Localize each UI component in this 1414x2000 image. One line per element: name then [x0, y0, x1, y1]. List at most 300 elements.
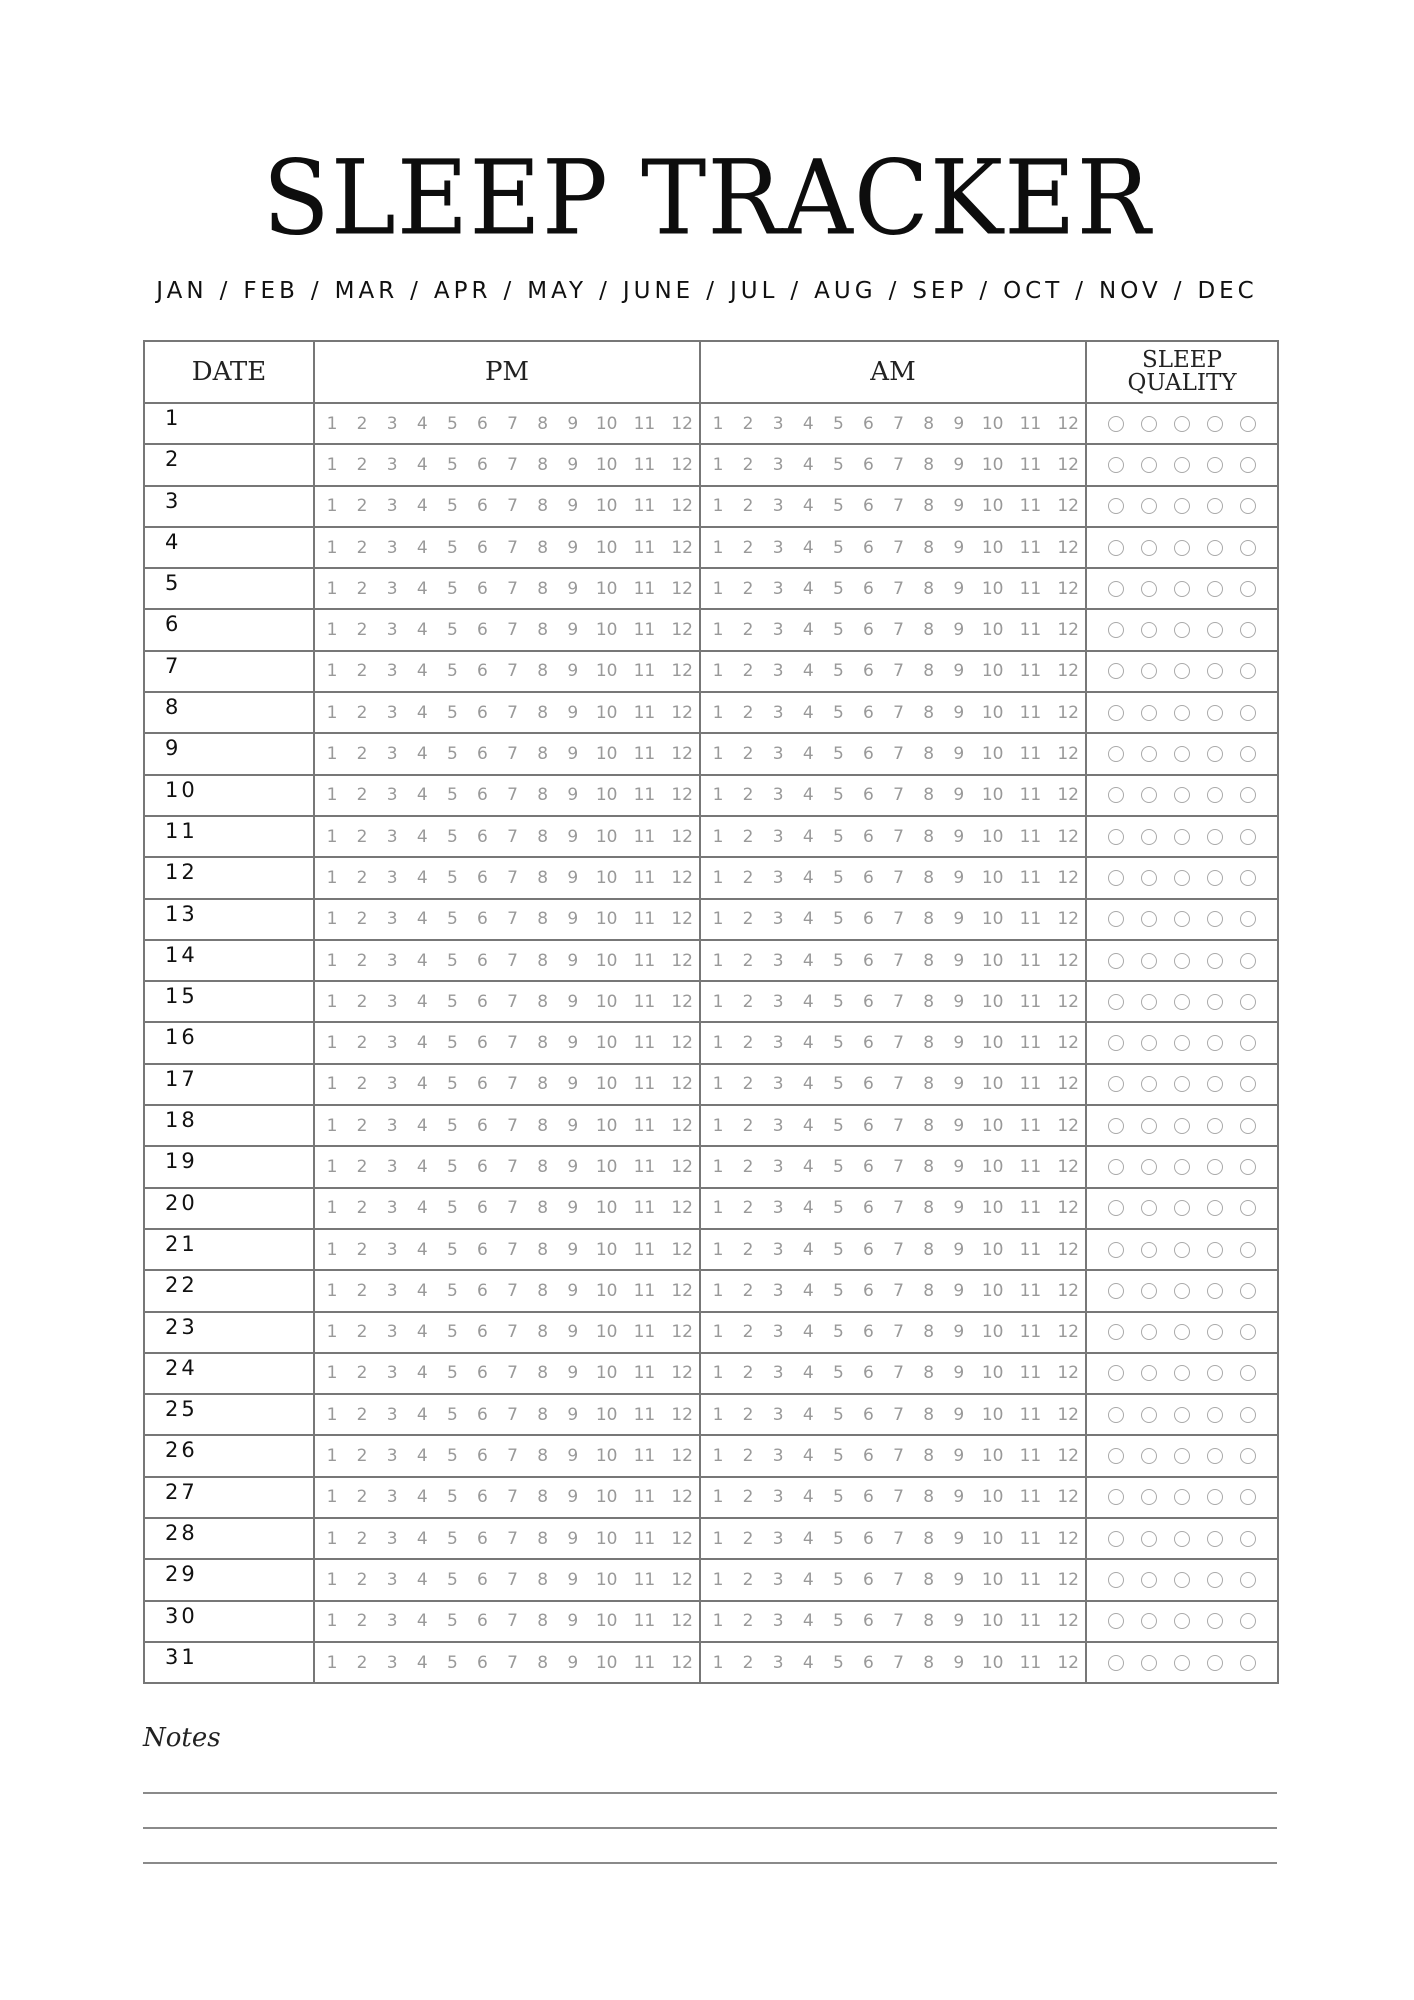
am-hour[interactable]: 1 — [712, 1528, 724, 1549]
am-hour[interactable]: 2 — [742, 744, 754, 765]
quality-circle[interactable] — [1108, 416, 1124, 432]
am-hour[interactable]: 2 — [742, 413, 754, 434]
pm-hour[interactable]: 12 — [671, 1569, 693, 1590]
am-hour[interactable]: 11 — [1019, 496, 1042, 517]
quality-circle[interactable] — [1141, 663, 1157, 679]
am-hour[interactable]: 8 — [923, 620, 935, 641]
am-hour[interactable]: 4 — [802, 1115, 814, 1136]
pm-hour[interactable]: 6 — [477, 1033, 488, 1054]
pm-hour[interactable]: 1 — [326, 413, 338, 434]
pm-hour[interactable]: 9 — [567, 537, 579, 558]
am-hour[interactable]: 11 — [1019, 454, 1042, 475]
am-hour[interactable]: 3 — [772, 744, 784, 765]
pm-hour[interactable]: 5 — [446, 909, 458, 930]
pm-hour[interactable]: 8 — [537, 826, 549, 847]
am-hour[interactable]: 4 — [802, 1239, 814, 1260]
pm-hour[interactable]: 12 — [671, 620, 693, 641]
am-hour[interactable]: 9 — [953, 1239, 965, 1260]
pm-hour[interactable]: 3 — [386, 413, 398, 434]
am-hour[interactable]: 7 — [893, 1198, 904, 1219]
pm-hour[interactable]: 12 — [671, 1487, 693, 1508]
am-hour[interactable]: 5 — [832, 537, 844, 558]
am-hour[interactable]: 6 — [863, 1239, 874, 1260]
pm-hour[interactable]: 1 — [326, 1652, 338, 1673]
quality-circle[interactable] — [1174, 1407, 1190, 1423]
am-hour[interactable]: 1 — [712, 1115, 724, 1136]
am-hour[interactable]: 7 — [893, 1033, 904, 1054]
am-hour[interactable]: 6 — [863, 537, 874, 558]
am-hour[interactable]: 3 — [772, 1611, 784, 1632]
am-hour[interactable]: 1 — [712, 867, 724, 888]
pm-hour[interactable]: 6 — [477, 496, 488, 517]
am-hour[interactable]: 1 — [712, 1033, 724, 1054]
am-hour[interactable]: 4 — [802, 537, 814, 558]
am-hour[interactable]: 4 — [802, 1404, 814, 1425]
am-hour[interactable]: 4 — [802, 454, 814, 475]
quality-circle[interactable] — [1108, 911, 1124, 927]
pm-hour[interactable]: 11 — [633, 702, 656, 723]
pm-hour[interactable]: 5 — [446, 578, 458, 599]
pm-hour[interactable]: 12 — [671, 1404, 693, 1425]
am-hour[interactable]: 7 — [893, 1280, 904, 1301]
pm-hour[interactable]: 2 — [356, 1446, 368, 1467]
pm-hour[interactable]: 7 — [507, 661, 518, 682]
am-hour[interactable]: 10 — [981, 1487, 1004, 1508]
pm-hour[interactable]: 9 — [567, 1322, 579, 1343]
pm-hour[interactable]: 6 — [477, 1322, 488, 1343]
am-hour[interactable]: 11 — [1019, 537, 1042, 558]
pm-hour[interactable]: 11 — [633, 1652, 656, 1673]
pm-hour[interactable]: 1 — [326, 1198, 338, 1219]
am-hour[interactable]: 5 — [832, 1115, 844, 1136]
pm-hour[interactable]: 5 — [446, 1487, 458, 1508]
am-hour[interactable]: 8 — [923, 1280, 935, 1301]
pm-hour[interactable]: 8 — [537, 909, 549, 930]
pm-hour[interactable]: 12 — [671, 867, 693, 888]
quality-circle[interactable] — [1240, 994, 1256, 1010]
pm-hour[interactable]: 8 — [537, 661, 549, 682]
pm-hour[interactable]: 9 — [567, 496, 579, 517]
pm-hour[interactable]: 9 — [567, 950, 579, 971]
quality-circle[interactable] — [1207, 1242, 1223, 1258]
am-hour[interactable]: 1 — [712, 1322, 724, 1343]
pm-hour[interactable]: 2 — [356, 578, 368, 599]
pm-hour[interactable]: 8 — [537, 950, 549, 971]
am-hour[interactable]: 6 — [863, 661, 874, 682]
quality-circle[interactable] — [1141, 994, 1157, 1010]
month-option[interactable]: SEP — [912, 278, 968, 304]
am-hour[interactable]: 11 — [1019, 1569, 1042, 1590]
pm-hour[interactable]: 7 — [507, 744, 518, 765]
am-hour[interactable]: 4 — [802, 702, 814, 723]
am-hour[interactable]: 4 — [802, 661, 814, 682]
quality-circle[interactable] — [1207, 1572, 1223, 1588]
pm-hour[interactable]: 5 — [446, 1156, 458, 1177]
am-hour[interactable]: 6 — [863, 867, 874, 888]
quality-circle[interactable] — [1174, 705, 1190, 721]
pm-hour[interactable]: 6 — [477, 1528, 488, 1549]
am-hour[interactable]: 2 — [742, 1363, 754, 1384]
quality-circle[interactable] — [1207, 1448, 1223, 1464]
quality-circle[interactable] — [1240, 1035, 1256, 1051]
am-hour[interactable]: 10 — [981, 1322, 1004, 1343]
am-hour[interactable]: 9 — [953, 991, 965, 1012]
am-hour[interactable]: 9 — [953, 702, 965, 723]
pm-hour[interactable]: 12 — [671, 1033, 693, 1054]
pm-hour[interactable]: 9 — [567, 1198, 579, 1219]
pm-hour[interactable]: 9 — [567, 1569, 579, 1590]
pm-hour[interactable]: 12 — [671, 1074, 693, 1095]
am-hour[interactable]: 5 — [832, 909, 844, 930]
am-hour[interactable]: 6 — [863, 1652, 874, 1673]
pm-hour[interactable]: 9 — [567, 867, 579, 888]
am-hour[interactable]: 10 — [981, 744, 1004, 765]
am-hour[interactable]: 12 — [1057, 1446, 1079, 1467]
pm-hour[interactable]: 6 — [477, 702, 488, 723]
pm-hour[interactable]: 10 — [595, 1115, 618, 1136]
am-hour[interactable]: 10 — [981, 661, 1004, 682]
pm-hour[interactable]: 11 — [633, 661, 656, 682]
am-hour[interactable]: 2 — [742, 1487, 754, 1508]
am-hour[interactable]: 10 — [981, 1156, 1004, 1177]
am-hour[interactable]: 12 — [1057, 1487, 1079, 1508]
pm-hour[interactable]: 10 — [595, 785, 618, 806]
am-hour[interactable]: 4 — [802, 1280, 814, 1301]
pm-hour[interactable]: 5 — [446, 1404, 458, 1425]
am-hour[interactable]: 3 — [772, 991, 784, 1012]
am-hour[interactable]: 12 — [1057, 537, 1079, 558]
am-hour[interactable]: 2 — [742, 496, 754, 517]
quality-circle[interactable] — [1240, 705, 1256, 721]
quality-circle[interactable] — [1108, 1118, 1124, 1134]
am-hour[interactable]: 2 — [742, 991, 754, 1012]
am-hour[interactable]: 5 — [832, 1404, 844, 1425]
pm-hour[interactable]: 10 — [595, 1652, 618, 1673]
pm-hour[interactable]: 2 — [356, 1322, 368, 1343]
quality-circle[interactable] — [1108, 1448, 1124, 1464]
pm-hour[interactable]: 2 — [356, 1156, 368, 1177]
pm-hour[interactable]: 5 — [446, 1363, 458, 1384]
pm-hour[interactable]: 1 — [326, 1487, 338, 1508]
quality-circle[interactable] — [1141, 1365, 1157, 1381]
pm-hour[interactable]: 4 — [416, 578, 428, 599]
pm-hour[interactable]: 5 — [446, 1528, 458, 1549]
am-hour[interactable]: 5 — [832, 1363, 844, 1384]
quality-circle[interactable] — [1207, 953, 1223, 969]
pm-hour[interactable]: 6 — [477, 785, 488, 806]
pm-hour[interactable]: 2 — [356, 785, 368, 806]
pm-hour[interactable]: 12 — [671, 1239, 693, 1260]
pm-hour[interactable]: 1 — [326, 785, 338, 806]
pm-hour[interactable]: 1 — [326, 454, 338, 475]
am-hour[interactable]: 10 — [981, 950, 1004, 971]
pm-hour[interactable]: 7 — [507, 1569, 518, 1590]
pm-hour[interactable]: 12 — [671, 1363, 693, 1384]
am-hour[interactable]: 10 — [981, 1611, 1004, 1632]
am-hour[interactable]: 4 — [802, 1322, 814, 1343]
pm-hour[interactable]: 5 — [446, 413, 458, 434]
am-hour[interactable]: 10 — [981, 1239, 1004, 1260]
am-hour[interactable]: 11 — [1019, 578, 1042, 599]
am-hour[interactable]: 2 — [742, 1569, 754, 1590]
am-hour[interactable]: 1 — [712, 1569, 724, 1590]
pm-hour[interactable]: 6 — [477, 661, 488, 682]
pm-hour[interactable]: 4 — [416, 1074, 428, 1095]
quality-circle[interactable] — [1207, 663, 1223, 679]
am-hour[interactable]: 2 — [742, 1528, 754, 1549]
quality-circle[interactable] — [1108, 1613, 1124, 1629]
am-hour[interactable]: 7 — [893, 826, 904, 847]
am-hour[interactable]: 9 — [953, 1280, 965, 1301]
pm-hour[interactable]: 11 — [633, 1198, 656, 1219]
pm-hour[interactable]: 3 — [386, 1239, 398, 1260]
pm-hour[interactable]: 6 — [477, 867, 488, 888]
am-hour[interactable]: 9 — [953, 413, 965, 434]
quality-circle[interactable] — [1240, 1324, 1256, 1340]
am-hour[interactable]: 11 — [1019, 785, 1042, 806]
quality-circle[interactable] — [1240, 457, 1256, 473]
quality-circle[interactable] — [1174, 663, 1190, 679]
quality-circle[interactable] — [1207, 1076, 1223, 1092]
pm-hour[interactable]: 5 — [446, 1322, 458, 1343]
quality-circle[interactable] — [1174, 994, 1190, 1010]
pm-hour[interactable]: 9 — [567, 909, 579, 930]
pm-hour[interactable]: 7 — [507, 785, 518, 806]
pm-hour[interactable]: 8 — [537, 1652, 549, 1673]
am-hour[interactable]: 3 — [772, 1280, 784, 1301]
am-hour[interactable]: 4 — [802, 578, 814, 599]
quality-circle[interactable] — [1108, 457, 1124, 473]
am-hour[interactable]: 4 — [802, 1446, 814, 1467]
pm-hour[interactable]: 1 — [326, 702, 338, 723]
am-hour[interactable]: 7 — [893, 785, 904, 806]
am-hour[interactable]: 12 — [1057, 454, 1079, 475]
am-hour[interactable]: 9 — [953, 785, 965, 806]
pm-hour[interactable]: 8 — [537, 454, 549, 475]
am-hour[interactable]: 3 — [772, 413, 784, 434]
am-hour[interactable]: 9 — [953, 1404, 965, 1425]
am-hour[interactable]: 4 — [802, 991, 814, 1012]
pm-hour[interactable]: 12 — [671, 1198, 693, 1219]
am-hour[interactable]: 7 — [893, 1446, 904, 1467]
pm-hour[interactable]: 5 — [446, 1611, 458, 1632]
am-hour[interactable]: 4 — [802, 1198, 814, 1219]
quality-circle[interactable] — [1141, 746, 1157, 762]
quality-circle[interactable] — [1174, 746, 1190, 762]
am-hour[interactable]: 7 — [893, 1363, 904, 1384]
pm-hour[interactable]: 2 — [356, 909, 368, 930]
pm-hour[interactable]: 7 — [507, 578, 518, 599]
quality-circle[interactable] — [1207, 622, 1223, 638]
pm-hour[interactable]: 9 — [567, 1404, 579, 1425]
pm-hour[interactable]: 3 — [386, 1322, 398, 1343]
am-hour[interactable]: 5 — [832, 1239, 844, 1260]
am-hour[interactable]: 12 — [1057, 1115, 1079, 1136]
am-hour[interactable]: 3 — [772, 1569, 784, 1590]
am-hour[interactable]: 5 — [832, 1569, 844, 1590]
am-hour[interactable]: 8 — [923, 1156, 935, 1177]
am-hour[interactable]: 3 — [772, 454, 784, 475]
am-hour[interactable]: 3 — [772, 1404, 784, 1425]
pm-hour[interactable]: 5 — [446, 661, 458, 682]
am-hour[interactable]: 7 — [893, 867, 904, 888]
pm-hour[interactable]: 8 — [537, 744, 549, 765]
am-hour[interactable]: 6 — [863, 1528, 874, 1549]
pm-hour[interactable]: 2 — [356, 950, 368, 971]
am-hour[interactable]: 8 — [923, 991, 935, 1012]
quality-circle[interactable] — [1141, 911, 1157, 927]
am-hour[interactable]: 10 — [981, 1652, 1004, 1673]
am-hour[interactable]: 5 — [832, 1156, 844, 1177]
quality-circle[interactable] — [1207, 1531, 1223, 1547]
pm-hour[interactable]: 11 — [633, 620, 656, 641]
pm-hour[interactable]: 4 — [416, 537, 428, 558]
pm-hour[interactable]: 6 — [477, 537, 488, 558]
am-hour[interactable]: 8 — [923, 1404, 935, 1425]
quality-circle[interactable] — [1141, 1489, 1157, 1505]
am-hour[interactable]: 5 — [832, 1446, 844, 1467]
am-hour[interactable]: 9 — [953, 578, 965, 599]
pm-hour[interactable]: 5 — [446, 744, 458, 765]
am-hour[interactable]: 3 — [772, 1652, 784, 1673]
quality-circle[interactable] — [1240, 1118, 1256, 1134]
pm-hour[interactable]: 12 — [671, 1446, 693, 1467]
quality-circle[interactable] — [1174, 1283, 1190, 1299]
pm-hour[interactable]: 11 — [633, 1487, 656, 1508]
pm-hour[interactable]: 10 — [595, 1239, 618, 1260]
pm-hour[interactable]: 11 — [633, 1528, 656, 1549]
quality-circle[interactable] — [1240, 1076, 1256, 1092]
pm-hour[interactable]: 5 — [446, 1280, 458, 1301]
pm-hour[interactable]: 12 — [671, 1322, 693, 1343]
am-hour[interactable]: 5 — [832, 991, 844, 1012]
quality-circle[interactable] — [1207, 911, 1223, 927]
pm-hour[interactable]: 8 — [537, 1239, 549, 1260]
quality-circle[interactable] — [1141, 1076, 1157, 1092]
am-hour[interactable]: 7 — [893, 1239, 904, 1260]
quality-circle[interactable] — [1240, 1283, 1256, 1299]
am-hour[interactable]: 10 — [981, 826, 1004, 847]
am-hour[interactable]: 9 — [953, 1446, 965, 1467]
month-option[interactable]: FEB — [243, 278, 299, 304]
am-hour[interactable]: 6 — [863, 744, 874, 765]
quality-circle[interactable] — [1108, 1283, 1124, 1299]
am-hour[interactable]: 4 — [802, 867, 814, 888]
am-hour[interactable]: 9 — [953, 537, 965, 558]
am-hour[interactable]: 4 — [802, 1487, 814, 1508]
pm-hour[interactable]: 1 — [326, 1569, 338, 1590]
am-hour[interactable]: 12 — [1057, 785, 1079, 806]
pm-hour[interactable]: 6 — [477, 909, 488, 930]
pm-hour[interactable]: 8 — [537, 1487, 549, 1508]
pm-hour[interactable]: 10 — [595, 991, 618, 1012]
am-hour[interactable]: 3 — [772, 1198, 784, 1219]
am-hour[interactable]: 9 — [953, 620, 965, 641]
pm-hour[interactable]: 10 — [595, 702, 618, 723]
am-hour[interactable]: 9 — [953, 1569, 965, 1590]
pm-hour[interactable]: 3 — [386, 785, 398, 806]
pm-hour[interactable]: 11 — [633, 785, 656, 806]
pm-hour[interactable]: 5 — [446, 1446, 458, 1467]
pm-hour[interactable]: 8 — [537, 537, 549, 558]
quality-circle[interactable] — [1207, 746, 1223, 762]
am-hour[interactable]: 2 — [742, 454, 754, 475]
quality-circle[interactable] — [1141, 1531, 1157, 1547]
am-hour[interactable]: 9 — [953, 909, 965, 930]
pm-hour[interactable]: 7 — [507, 1487, 518, 1508]
am-hour[interactable]: 6 — [863, 950, 874, 971]
am-hour[interactable]: 8 — [923, 1074, 935, 1095]
am-hour[interactable]: 6 — [863, 1363, 874, 1384]
pm-hour[interactable]: 8 — [537, 1280, 549, 1301]
pm-hour[interactable]: 11 — [633, 578, 656, 599]
quality-circle[interactable] — [1108, 622, 1124, 638]
quality-circle[interactable] — [1240, 663, 1256, 679]
am-hour[interactable]: 1 — [712, 1404, 724, 1425]
am-hour[interactable]: 1 — [712, 1611, 724, 1632]
month-option[interactable]: JAN — [156, 278, 208, 304]
am-hour[interactable]: 3 — [772, 1363, 784, 1384]
quality-circle[interactable] — [1141, 1407, 1157, 1423]
am-hour[interactable]: 11 — [1019, 1652, 1042, 1673]
pm-hour[interactable]: 10 — [595, 1322, 618, 1343]
am-hour[interactable]: 12 — [1057, 1280, 1079, 1301]
pm-hour[interactable]: 7 — [507, 826, 518, 847]
pm-hour[interactable]: 3 — [386, 578, 398, 599]
am-hour[interactable]: 11 — [1019, 1033, 1042, 1054]
quality-circle[interactable] — [1174, 416, 1190, 432]
am-hour[interactable]: 8 — [923, 1322, 935, 1343]
quality-circle[interactable] — [1174, 870, 1190, 886]
am-hour[interactable]: 6 — [863, 1611, 874, 1632]
quality-circle[interactable] — [1141, 457, 1157, 473]
am-hour[interactable]: 6 — [863, 785, 874, 806]
pm-hour[interactable]: 10 — [595, 1528, 618, 1549]
am-hour[interactable]: 7 — [893, 661, 904, 682]
pm-hour[interactable]: 9 — [567, 1033, 579, 1054]
am-hour[interactable]: 2 — [742, 826, 754, 847]
am-hour[interactable]: 6 — [863, 620, 874, 641]
pm-hour[interactable]: 9 — [567, 1611, 579, 1632]
quality-circle[interactable] — [1174, 622, 1190, 638]
quality-circle[interactable] — [1207, 994, 1223, 1010]
am-hour[interactable]: 9 — [953, 496, 965, 517]
quality-circle[interactable] — [1108, 1531, 1124, 1547]
am-hour[interactable]: 8 — [923, 909, 935, 930]
am-hour[interactable]: 5 — [832, 785, 844, 806]
am-hour[interactable]: 4 — [802, 826, 814, 847]
am-hour[interactable]: 6 — [863, 909, 874, 930]
am-hour[interactable]: 9 — [953, 1033, 965, 1054]
pm-hour[interactable]: 4 — [416, 1446, 428, 1467]
am-hour[interactable]: 6 — [863, 1322, 874, 1343]
am-hour[interactable]: 7 — [893, 1652, 904, 1673]
pm-hour[interactable]: 7 — [507, 909, 518, 930]
pm-hour[interactable]: 3 — [386, 702, 398, 723]
am-hour[interactable]: 4 — [802, 950, 814, 971]
pm-hour[interactable]: 2 — [356, 1487, 368, 1508]
pm-hour[interactable]: 12 — [671, 496, 693, 517]
am-hour[interactable]: 7 — [893, 1115, 904, 1136]
am-hour[interactable]: 11 — [1019, 1404, 1042, 1425]
quality-circle[interactable] — [1174, 1076, 1190, 1092]
pm-hour[interactable]: 12 — [671, 454, 693, 475]
pm-hour[interactable]: 4 — [416, 950, 428, 971]
pm-hour[interactable]: 6 — [477, 1156, 488, 1177]
am-hour[interactable]: 6 — [863, 496, 874, 517]
quality-circle[interactable] — [1240, 870, 1256, 886]
pm-hour[interactable]: 3 — [386, 1528, 398, 1549]
